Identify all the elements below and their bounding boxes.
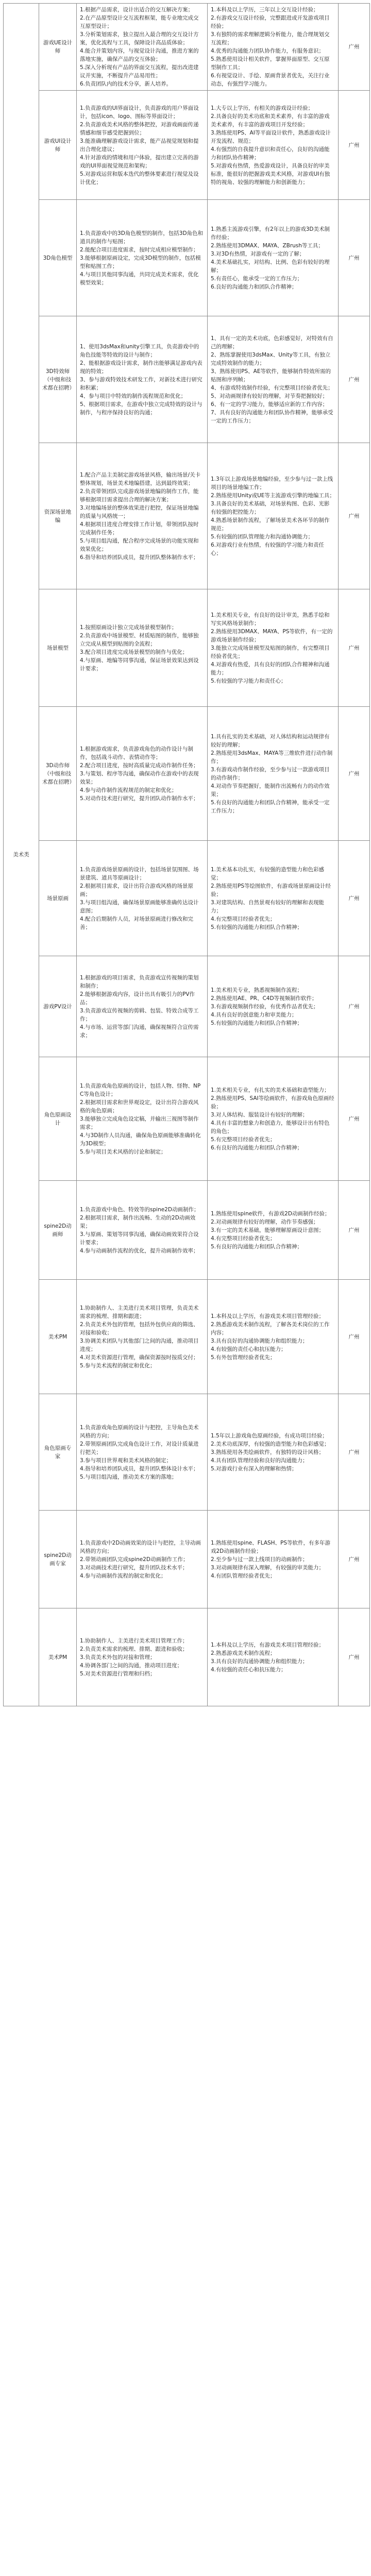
- requirement-line: 3.有独特的需求理解逻辑分析能力，能合理规划交互流程；: [211, 31, 330, 46]
- requirement-line: 1.本科及以上学历，三年以上交互设计经验；: [211, 7, 319, 13]
- description-line: 3.能够独立完成角色设定稿，并输出三视图等制作需求；: [80, 1115, 199, 1130]
- table-row: [4, 1181, 370, 1280]
- description-cell: [77, 841, 208, 956]
- requirement-line: 6.良好的沟通能力和团队合作精神；: [211, 283, 297, 290]
- location-cell: 广州: [339, 91, 370, 200]
- requirement-line: 2.熟练使用Unity或UE等主流游戏引擎的地编工具；: [211, 492, 335, 499]
- requirement-line: 5.对游戏行业有深入的理解和热情；: [211, 1465, 297, 1472]
- location-cell: 广州: [339, 589, 370, 707]
- requirement-line: 5.有完整项目经验者优先；: [211, 1136, 276, 1143]
- requirement-line: 3.对动画规律有深入理解，有较强的审美能力；: [211, 1564, 325, 1571]
- requirement-line: 3.具有良好的沟通协调能力和组织能力；: [211, 1337, 308, 1344]
- position-cell: 美术PM: [39, 1608, 77, 1706]
- requirement-line: 1.美术相关专业，熟悉视频制作流程；: [211, 987, 303, 993]
- description-line: 2.配合项目进度，按时高质量完成动作制作任务；: [80, 762, 199, 769]
- description-line: 1.负责游戏角色原画的设计，包括人物、怪物、NPC等角色设计；: [80, 1082, 201, 1097]
- requirement-line: 4.有强烈的自我提升意识和责任心，良好的沟通能力和团队协作精神；: [211, 146, 330, 161]
- requirement-line: 1、具有一定的美术功底，色彩感觉好，对特效有自己的理解；: [211, 335, 333, 350]
- requirement-line: 2、熟练掌握使用3dsMax、Unity等工具，有独立完成特效制作的能力；: [211, 351, 331, 366]
- description-cell: [77, 443, 208, 589]
- position-cell: spine2D动画师: [39, 1181, 77, 1280]
- table-row: [4, 1511, 370, 1608]
- requirement-line: 1.3年以上游戏场景地编经验，至少参与过一款上线项目的场景地编工作；: [211, 476, 333, 490]
- requirement-line: 3.具备良好的美术基础，对场景构图、色彩、光影有较强的把控能力；: [211, 500, 330, 515]
- description-line: 3.对地编场景的整体效果进行把控，保证场景地编的质量与风格统一；: [80, 504, 199, 519]
- requirement-line: 4.有完整项目经验者优先；: [211, 916, 276, 922]
- table-row: [4, 1057, 370, 1181]
- description-line: 2.能够根据游戏内容，设计出具有吸引力的PV作品；: [80, 991, 195, 1006]
- requirement-line: 5.有较强的沟通能力和团队合作精神；: [211, 1020, 303, 1026]
- requirement-line: 4.有较强的责任心和抗压能力；: [211, 1666, 286, 1673]
- description-line: 5.参与美术流程的制定和优化；: [80, 1362, 156, 1369]
- description-cell: [77, 707, 208, 841]
- position-cell: 3D角色模型: [39, 200, 77, 316]
- description-line: 4.与3D制作人员沟通，确保角色原画能够准确转化为3D模型；: [80, 1132, 201, 1147]
- description-line: 4、参与项目中特效的制作流程规范和优化；: [80, 393, 187, 399]
- requirements-cell: [208, 443, 339, 589]
- requirement-line: 3.对人体结构、服装设计有较好的理解；: [211, 1111, 308, 1118]
- description-cell: [77, 91, 208, 200]
- requirements-cell: [208, 4, 339, 91]
- requirement-line: 5.有良好的沟通能力和团队合作精神；: [211, 1243, 303, 1250]
- location-cell: 广州: [339, 1181, 370, 1280]
- description-line: 6.指导和培养团队成员，提升团队整体制作水平；: [80, 554, 199, 561]
- requirement-line: 4.具有良好的创意能力和审美能力；: [211, 1011, 297, 1018]
- location-cell: 广州: [339, 4, 370, 91]
- jobs-table: [3, 3, 370, 1706]
- position-cell: 游戏PV设计: [39, 956, 77, 1057]
- requirements-cell: [208, 1181, 339, 1280]
- description-line: 3.对动画技术进行研究，提升团队技术水平；: [80, 1564, 188, 1571]
- description-line: 1.根据产品需求，设计出适合的交互解决方案；: [80, 7, 194, 13]
- table-row: [4, 707, 370, 841]
- description-line: 4.与市场、运营等部门沟通，确保视频符合宣传需求；: [80, 1024, 199, 1039]
- description-line: 2.根据项目需求，设计出符合游戏风格的场景原画；: [80, 883, 194, 897]
- description-line: 2、能根据游戏设计需求，制作出能够满足游戏内表现的特效；: [80, 360, 203, 375]
- requirement-line: 6.有良好的沟通能力和团队合作精神；: [211, 1144, 303, 1151]
- requirement-line: 5.有良好的沟通能力和团队合作精神，能承受一定工作压力；: [211, 799, 330, 814]
- table-row: [4, 956, 370, 1057]
- location-cell: 广州: [339, 841, 370, 956]
- requirement-line: 1.熟练使用spine软件，有游戏2D动画制作经验；: [211, 1210, 330, 1217]
- description-line: 1.根据游戏需求，负责游戏角色的动作设计与制作，包括战斗动作、表情动作等；: [80, 745, 194, 760]
- requirement-line: 4.熟悉场景制作流程，了解场景美术各环节的制作规范；: [211, 517, 330, 532]
- requirement-line: 4.优秀的沟通能力团队协作能力，有服务意识；: [211, 48, 325, 54]
- requirement-line: 4、有游戏特效制作经验，有完整项目经验者优先；: [211, 384, 333, 391]
- requirement-line: 3.具有良好的沟通协调能力和组织能力；: [211, 1658, 308, 1665]
- table-row: [4, 443, 370, 589]
- description-line: 4.与原画、地编等同事沟通，保证场景效果达到设计要求；: [80, 657, 199, 672]
- location-cell: 广州: [339, 200, 370, 316]
- requirement-line: 5.有责任心，能承受一定的工作压力；: [211, 275, 303, 282]
- requirement-line: 5、对动画规律有较好的理解，对节奏把握较好；: [211, 393, 328, 399]
- position-cell: 游戏UE设计师: [39, 4, 77, 91]
- description-line: 3.参与项目世界观和美术风格的制定；: [80, 1457, 172, 1464]
- requirement-line: 4.对动作节奏把握好，能制作出流畅有力的动作效果；: [211, 783, 330, 798]
- description-line: 4.与项目其他同事沟通，共同完成美术需求，优化模型效果；: [80, 271, 199, 286]
- requirement-line: 1.本科及以上学历，有游戏美术项目管理经验；: [211, 1313, 325, 1319]
- description-cell: [77, 1511, 208, 1608]
- requirement-line: 3.对建筑结构、自然景观有较好的理解和表现能力；: [211, 899, 325, 914]
- description-line: 1.负责游戏场景原画的设计，包括场景氛围图、场景建筑、道具等原画设计；: [80, 866, 199, 881]
- requirement-line: 4.对游戏有热爱，具有良好的团队合作精神和沟通能力；: [211, 661, 330, 676]
- requirement-line: 2.熟练使用3DMAX、MAYA、PS等软件，有一定的游戏场景制作经验；: [211, 628, 333, 643]
- description-cell: [77, 1608, 208, 1706]
- position-cell: spine2D动画专家: [39, 1511, 77, 1608]
- description-line: 1.负责游戏角色原画的设计与把控，主导角色美术风格的方向；: [80, 1424, 199, 1439]
- requirement-line: 5.有外包管理经验者优先；: [211, 1354, 276, 1361]
- requirement-line: 3.有一定的美术基础，能够理解原画设计意图；: [211, 1227, 325, 1233]
- requirement-line: 4.有较强的责任心和抗压能力；: [211, 1346, 286, 1352]
- position-cell: 3D特效师（中级和技术都在招聘）: [39, 316, 77, 443]
- table-row: [4, 1280, 370, 1394]
- requirement-line: 4.有完整项目经验者优先；: [211, 1235, 276, 1242]
- requirement-line: 1.美术基本功扎实，有较强的造型能力和色彩感觉；: [211, 866, 325, 881]
- location-cell: 广州: [339, 707, 370, 841]
- description-line: 1.协助制作人、主美进行美术项目管理，负责美术需求的梳理、排期和跟进；: [80, 1304, 199, 1319]
- location-cell: 广州: [339, 1608, 370, 1706]
- requirements-cell: [208, 707, 339, 841]
- description-line: 5.参与项目美术风格的讨论和制定；: [80, 1148, 166, 1155]
- description-line: 4.对美术资源进行管理，确保资源按时按质交付；: [80, 1354, 199, 1361]
- description-line: 1.按照原画设计独立完成场景模型制作；: [80, 624, 177, 631]
- description-cell: [77, 200, 208, 316]
- requirement-line: 5.有较强的学习能力和责任心；: [211, 677, 286, 684]
- description-cell: [77, 589, 208, 707]
- description-line: 1.负责游戏的UI界面设计，负责游戏的用户界面设计，包括icon、logo、图标等界面设计；: [80, 105, 199, 120]
- requirement-line: 2.有游戏交互设计经验，完整跟进或开发游戏项目经验；: [211, 15, 330, 29]
- description-line: 4.针对游戏的情境和用户体验，提出建立完善的游戏的UI界面视觉规范和架构；: [80, 154, 199, 169]
- table-row: [4, 316, 370, 443]
- description-cell: [77, 1280, 208, 1394]
- requirement-line: 3.能独立完成场景模型及贴图的制作，有完整项目经验者优先；: [211, 645, 330, 659]
- category-cell: 美术类: [4, 4, 39, 1706]
- description-line: 2.带领动画团队完成spine2D动画制作工作；: [80, 1556, 189, 1563]
- description-line: 3.负责美术外包的对接和管理；: [80, 1654, 156, 1660]
- location-cell: 广州: [339, 1280, 370, 1394]
- requirement-line: 3.熟练使用PS、AI等平面设计软件，熟悉游戏设计开发流程、规范；: [211, 129, 331, 144]
- requirement-line: 2.美术功底深厚，有较强的造型能力和色彩感觉；: [211, 1440, 330, 1447]
- description-line: 3.能准确理解游戏设计需求，能产品视觉规划和提出合理化建议；: [80, 138, 199, 152]
- description-line: 2.根据项目需求，制作出流畅、生动的2D动画效果；: [80, 1214, 196, 1229]
- requirement-line: 6.对游戏行业有热情，有较强的学习能力和责任心；: [211, 541, 325, 556]
- requirement-line: 4.有团队管理经验者优先；: [211, 1572, 276, 1579]
- requirement-line: 1.本科及以上学历，有游戏美术项目管理经验；: [211, 1641, 325, 1648]
- requirements-cell: [208, 956, 339, 1057]
- description-line: 2.负责美术外包的管理，包括外包供应商的筛选、对接和验收；: [80, 1321, 199, 1336]
- requirement-line: 4.具有丰富的想象力和创造力，能够设计出有特色的角色；: [211, 1120, 330, 1134]
- requirement-line: 3、熟练使用PS、AE等软件，能够制作特效所需的贴图和序列帧；: [211, 368, 331, 383]
- description-line: 1、使用3dsMax和unity引擎工具，负责游戏中的角色技能等特效的设计与制作；: [80, 343, 199, 358]
- requirement-line: 6.有视觉设计、手绘、原画背景者优先，关注行业动态，有强烈学习能力。: [211, 73, 330, 87]
- position-cell: 3D动作师（中级和技术都在招聘）: [39, 707, 77, 841]
- location-cell: 广州: [339, 1394, 370, 1511]
- requirement-line: 5.熟悉使用设计相关软件，掌握界面原型、交互原型制作工具；: [211, 56, 330, 71]
- requirements-cell: [208, 841, 339, 956]
- requirement-line: 2.具备良好的美术功底和美术素养，有丰富的游戏美术素养，有丰富的游戏项目开发经验；: [211, 113, 330, 128]
- description-line: 3.与原画、策划等同事沟通，确保动画效果符合设计要求；: [80, 1231, 199, 1246]
- description-line: 6.负责团队内的技术分享，新人培养。: [80, 81, 172, 87]
- description-line: 3.与策划、程序等沟通，确保动作在游戏中的表现效果；: [80, 770, 199, 785]
- description-line: 1.协助制作人、主美进行美术项目管理工作；: [80, 1637, 188, 1644]
- requirement-line: 2.对动画规律有较好的理解，动作节奏感强；: [211, 1218, 319, 1225]
- position-cell: 场景原画: [39, 841, 77, 956]
- description-line: 4.配合后期制作人员，对场景原画进行修改和完善；: [80, 916, 194, 930]
- jobs-table-body: [4, 4, 370, 1706]
- description-cell: [77, 316, 208, 443]
- description-line: 5、根据项目需求，在游戏中独立完成特效的设计与制作，与程序保持良好的沟通；: [80, 401, 203, 416]
- description-cell: [77, 1394, 208, 1511]
- requirements-cell: [208, 200, 339, 316]
- requirements-cell: [208, 589, 339, 707]
- description-line: 5.与项目组沟通，配合程序完成场景的功能实现和效果优化；: [80, 537, 199, 552]
- description-line: 2.负责美术需求的梳理、排期、跟进和验收；: [80, 1646, 188, 1652]
- position-cell: 游戏UI设计师: [39, 91, 77, 200]
- requirement-line: 2.熟练使用3dsMax、MAYA等三维软件进行动作制作；: [211, 750, 333, 765]
- description-line: 2.根据项目需求和世界观设定，设计出符合游戏风格的角色原画；: [80, 1099, 199, 1114]
- description-cell: [77, 1057, 208, 1181]
- requirement-line: 6、有一定的学习能力，能够适应新的工作内容；: [211, 401, 328, 408]
- location-cell: 广州: [339, 443, 370, 589]
- description-line: 4.能合并策划内容，与视觉设计沟通，推进方案的落地实施，确保产品的交互体验；: [80, 48, 199, 62]
- description-line: 4.参与动作制作流程规范的制定和优化；: [80, 787, 177, 793]
- position-cell: 角色原画设计: [39, 1057, 77, 1181]
- description-line: 5.与项目组沟通，推动美术方案的落地；: [80, 1473, 177, 1480]
- requirement-line: 1.大专以上学历，有相关的游戏设计经验；: [211, 105, 314, 111]
- location-cell: 广州: [339, 1511, 370, 1608]
- table-row: [4, 1608, 370, 1706]
- requirements-cell: [208, 1280, 339, 1394]
- description-line: 3.协调美术团队与其他部门之间的沟通，推动项目进度；: [80, 1337, 199, 1352]
- requirement-line: 7、具有良好的沟通能力和团队协作精神，能够承受一定的工作压力；: [211, 409, 333, 424]
- requirement-line: 4.具有团队管理经验和良好的沟通能力；: [211, 1457, 308, 1464]
- requirement-line: 3.有游戏动作制作经验，至少参与过一款游戏项目的动作制作；: [211, 766, 330, 781]
- position-cell: 美术PM: [39, 1280, 77, 1394]
- description-line: 1.根据游戏的项目需求，负责游戏宣传视频的策划和制作；: [80, 974, 199, 989]
- table-row: [4, 200, 370, 316]
- requirement-line: 5.有较强的沟通能力和团队合作精神；: [211, 924, 303, 930]
- requirement-line: 1.熟悉主流游戏引擎，有2年以上的游戏3D美术制作经验；: [211, 226, 330, 241]
- requirement-line: 2.熟练使用PS、SAI等绘画软件，有游戏角色原画经验；: [211, 1095, 334, 1110]
- table-row: [4, 841, 370, 956]
- requirement-line: 3.对3D有热情，对游戏有一定的了解；: [211, 250, 305, 257]
- requirement-line: 5.有较强的团队管理能力和沟通协调能力；: [211, 533, 314, 540]
- description-line: 1.负责游戏中2D动画效果的设计与把控，主导动画风格的方向；: [80, 1539, 201, 1554]
- location-cell: 广州: [339, 316, 370, 443]
- requirements-cell: [208, 1057, 339, 1181]
- requirements-cell: [208, 1394, 339, 1511]
- description-line: 3.与项目组沟通，确保场景原画能够准确传达设计意图；: [80, 899, 199, 914]
- requirements-cell: [208, 1511, 339, 1608]
- description-line: 2.能配合项目进度需求，按时完成相应模型制作；: [80, 246, 199, 253]
- table-row: [4, 4, 370, 91]
- requirement-line: 1.具有扎实的美术基础，对人体结构和运动规律有较好的理解；: [211, 733, 330, 748]
- description-line: 4.参与动画制作流程的制定和优化；: [80, 1572, 166, 1579]
- description-line: 2.带领原画团队完成角色设计工作，对设计质量进行把关；: [80, 1440, 199, 1455]
- description-line: 1.配合产品主美制定游戏场景风格，输出场景/关卡整体规划，场景美术地编搭建，达到最终效果；: [80, 471, 201, 486]
- description-line: 1.负责游戏中角色、特效等的spine2D动画制作；: [80, 1206, 199, 1213]
- description-line: 3、参与游戏特效技术研发工作，对新技术进行研究和积累；: [80, 376, 203, 391]
- location-cell: 广州: [339, 1057, 370, 1181]
- description-cell: [77, 4, 208, 91]
- position-cell: 资深场景地编: [39, 443, 77, 589]
- requirements-cell: [208, 91, 339, 200]
- requirement-line: 1.美术相关专业，有良好的设计审美，熟悉手绘和写实风格场景制作；: [211, 612, 330, 626]
- description-cell: [77, 1181, 208, 1280]
- table-row: [4, 91, 370, 200]
- description-line: 2.负责游戏美术风格的整体把控，对游戏画面传递情感和细节感受把握到位；: [80, 121, 199, 136]
- requirement-line: 3.有游戏视频制作经验，有优秀作品者优先；: [211, 1003, 319, 1010]
- description-line: 4.指导和培养团队成员，提升团队整体设计水平；: [80, 1465, 199, 1472]
- requirements-cell: [208, 316, 339, 443]
- requirement-line: 2.熟练使用AE、PR、C4D等视频制作软件；: [211, 995, 317, 1002]
- requirement-line: 2.熟练使用PS等绘图软件，有游戏场景原画设计经验；: [211, 883, 331, 897]
- description-line: 4.协调各部门之间的沟通，推动项目进度；: [80, 1662, 183, 1669]
- description-line: 3.配合项目进度完成场景模型的制作与优化；: [80, 649, 188, 655]
- table-row: [4, 589, 370, 707]
- requirement-line: 2.熟悉游戏美术制作流程；: [211, 1650, 276, 1656]
- position-cell: 角色原画专家: [39, 1394, 77, 1511]
- description-line: 5.深入分析现有产品的界面交互流程，提出改进建议并实施，不断提升产品易用性；: [80, 64, 199, 79]
- description-line: 4.参与动画制作流程的优化，提升动画制作效率；: [80, 1247, 199, 1254]
- location-cell: 广州: [339, 956, 370, 1057]
- description-line: 5.对动作技术进行研究，提升团队动作制作水平；: [80, 795, 199, 802]
- position-cell: 场景模型: [39, 589, 77, 707]
- requirement-line: 5.对游戏有热情，热爱游戏设计，具备良好的审美标准，能很好的把握游戏美术风格，对游戏UI有独特的视角、较强的理解能力和创新能力；: [211, 162, 330, 185]
- description-line: 2.在产品原型设计交互流程框架，能专业地完成交互原型设计；: [80, 15, 199, 29]
- description-line: 5.对美术资源进行管理和归档；: [80, 1670, 156, 1677]
- table-row: [4, 1394, 370, 1511]
- requirement-line: 1.熟练使用spine、FLASH、PS等软件，有多年游戏2D动画制作经验；: [211, 1539, 331, 1554]
- requirement-line: 4.美术基础扎实，对结构、比例、色彩有较好的理解；: [211, 259, 330, 274]
- description-line: 4.根据项目进度合理安排工作计划，带领团队按时完成制作任务；: [80, 521, 199, 536]
- requirement-line: 3.熟练使用各类绘画软件，有独特的设计风格；: [211, 1449, 325, 1455]
- description-line: 3.负责游戏宣传视频的剪辑、包装、特效合成等工作；: [80, 1007, 199, 1022]
- description-line: 2.负责游戏中场景模型、材质贴图的制作，能够独立完成从模型到贴图的全流程；: [80, 632, 199, 647]
- description-line: 3.分析策划需求，独立提出入最合理的交互设计方案，优化流程与工具，保障设计高品质体验；: [80, 31, 199, 46]
- description-line: 5.对游戏运营和版本迭代的整体要素进行视觉及设计优化；: [80, 171, 199, 185]
- requirement-line: 1.美术相关专业，有扎实的美术基础和造型能力；: [211, 1087, 330, 1093]
- requirement-line: 2.至少参与过一款上线项目的动画制作；: [211, 1556, 308, 1563]
- description-cell: [77, 956, 208, 1057]
- requirements-cell: [208, 1608, 339, 1706]
- description-line: 1.负责游戏中的3D角色模型的制作，包括3D角色和道具的制作与贴图；: [80, 230, 204, 245]
- description-line: 3.能够根据原画设定，完成3D模型的制作，包括模型和贴图工作；: [80, 255, 201, 269]
- description-line: 2.负责带领团队完成游戏场景地编的制作工作，能够根据项目需求提出合理的解决方案；: [80, 488, 199, 503]
- requirement-line: 2.熟悉游戏美术制作流程，了解各美术岗位的工作内容；: [211, 1321, 330, 1336]
- requirement-line: 1.5年以上游戏角色原画经验，有成功项目经验；: [211, 1432, 328, 1439]
- requirement-line: 2.熟练使用3DMAX、MAYA、ZBrush等工具；: [211, 242, 324, 249]
